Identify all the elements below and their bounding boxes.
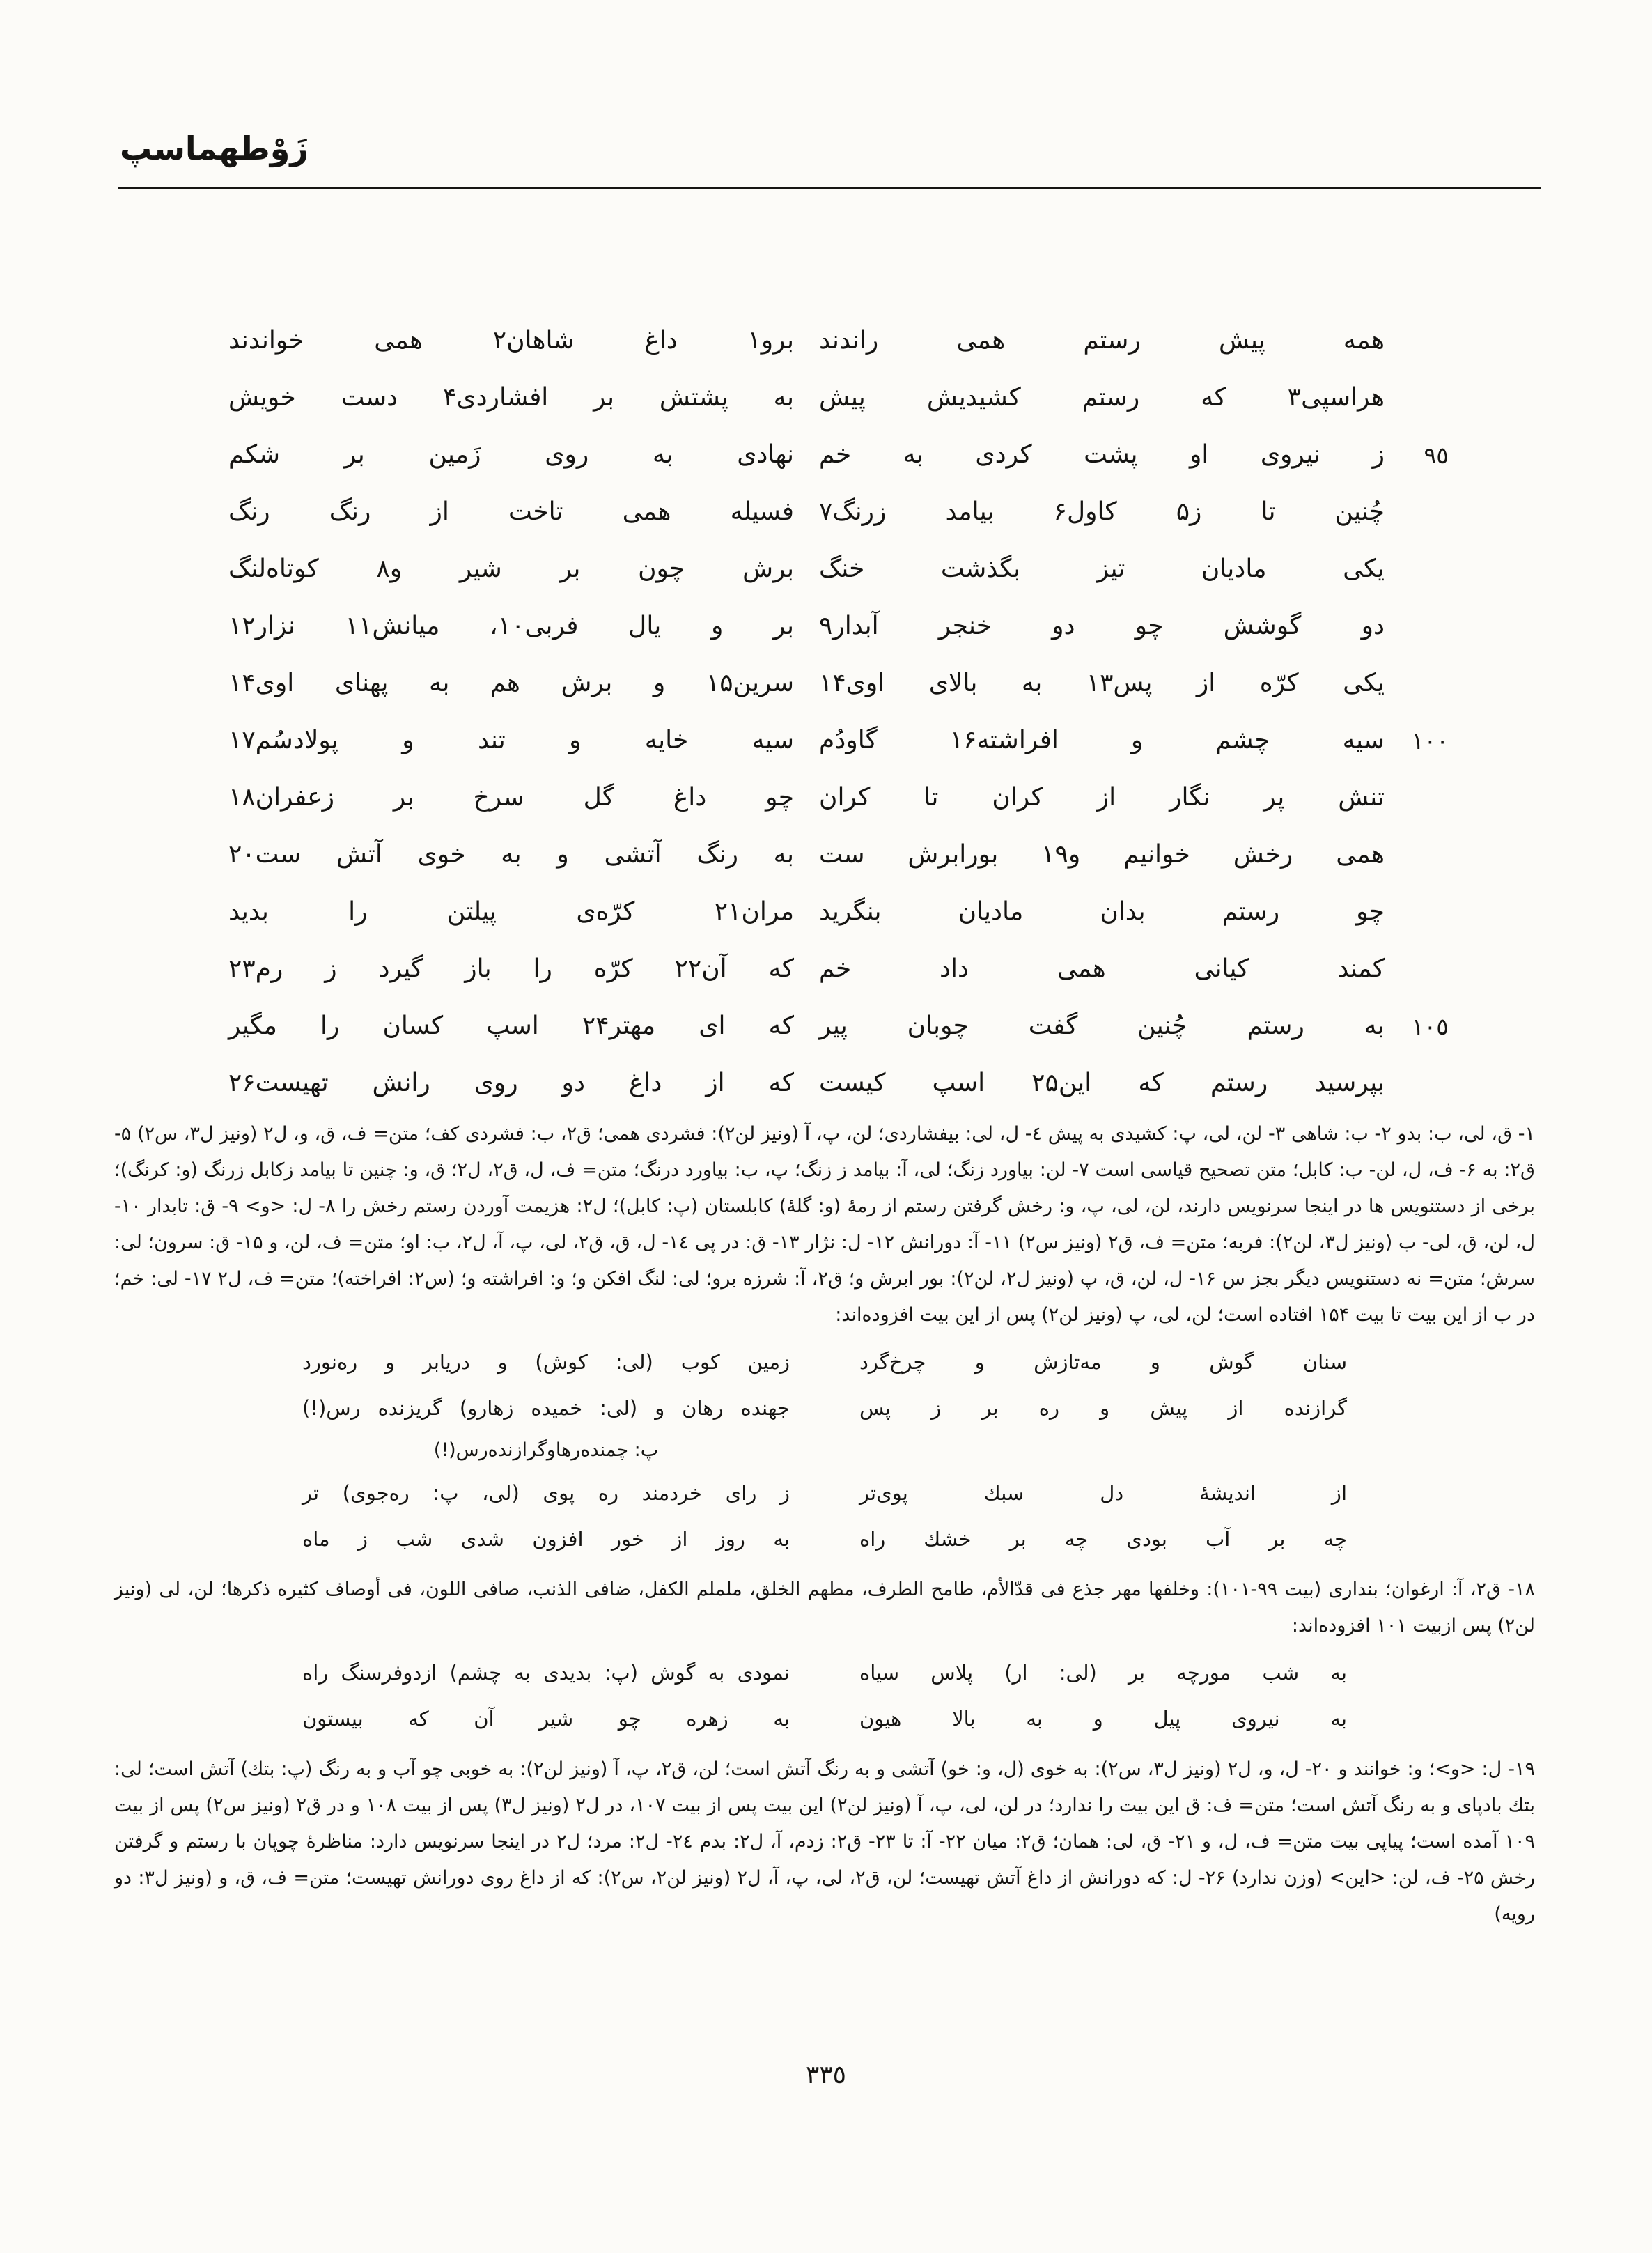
inserted-verse-row — [302, 1650, 1347, 1696]
verse-number: ٩٥ — [1424, 441, 1449, 469]
verse-row — [223, 940, 1449, 998]
inserted-verses-1 — [302, 1339, 1347, 1562]
hemistich-second: ز رای خردمند ره پوی (لی، پ: ره‌جوی) تر — [302, 1481, 790, 1505]
hemistich-second: که از داغ دو روی رانش تهیست۲۶ — [228, 1069, 794, 1097]
hemistich-second: جهنده رهان و (لی: خمیده زهارو) گریزنده رس(!) — [302, 1396, 790, 1420]
hemistich-second: به پشتش بر افشاردی۴ دست خویش — [228, 383, 794, 412]
hemistich-first: به شب مورچه بر (لی: ار) پلاس سیاه — [859, 1661, 1347, 1685]
hemistich-second: نمودی به گوش (پ: بدیدی به چشم) ازدوفرسنگ راه — [302, 1661, 790, 1685]
hemistich-first: از اندیشهٔ دل سبك پوی‌تر — [859, 1481, 1347, 1505]
inserted-verse-row — [302, 1385, 1347, 1431]
hemistich-first: چُنین تا ز۵ کاول۶ بیامد زرنگ۷ — [819, 497, 1385, 526]
spacer — [859, 1431, 1347, 1470]
hemistich-first: هراسپی۳ که رستم کشیدیش پیش — [819, 383, 1385, 412]
apparatus-paragraph-2: ۱۸- ق۲، آ: ارغوان؛ بنداری (بیت ۹۹-۱۰۱): وخلفها مهر جذع فی قدّالأم، طامح الطرف، مطهم الخلق، ململم الکفل، ضافی الذنب، صافی اللون، فی أوصاف کثیره ذکرها؛ لن، لی (ونیز لن۲) پس ازبیت ۱۰۱ افزوده‌اند: — [114, 1579, 1536, 1636]
hemistich-first: چو رستم بدان مادیان بنگرید — [819, 897, 1385, 926]
verse-row — [223, 1055, 1449, 1112]
hemistich-first: به نیروی پیل و به بالا هیون — [859, 1707, 1347, 1731]
inserted-verses-2 — [302, 1650, 1347, 1742]
inserted-verse-note-row — [302, 1431, 1347, 1470]
verse-row — [223, 312, 1449, 369]
hemistich-first: ز نیروی او پشت کردی به خم — [819, 440, 1385, 469]
hemistich-first: یکی کرّه از پس۱۳ به بالای اوی۱۴ — [819, 669, 1385, 697]
hemistich-second: سیه خایه و تند و پولادسُم۱۷ — [228, 726, 794, 754]
poem-section — [223, 312, 1449, 1112]
hemistich-first: کمند کیانی همی داد خم — [819, 954, 1385, 983]
verse-row — [223, 655, 1449, 712]
hemistich-second: برو۱ داغ شاهان۲ همی خواندند — [228, 326, 794, 355]
page-number: ٣٣٥ — [805, 2061, 846, 2089]
verse-row — [223, 883, 1449, 940]
hemistich-second: به رنگ آتشی و به خوی آتش ست۲۰ — [228, 840, 794, 869]
hemistich-first: همی رخش خوانیم و۱۹ بورابرش ست — [819, 840, 1385, 869]
verse-row — [223, 826, 1449, 883]
header-rule — [118, 187, 1541, 189]
hemistich-first: سیه چشم و افراشته۱۶ گاودُم — [819, 726, 1385, 754]
apparatus-paragraph-3: ۱۹- ل: <و>؛ و: خوانند و ۲۰- ل، و، ل۲ (ونیز ل۳، س۲): به خوی (ل، و: خو) آتشی و به رنگ آتش است؛ لن، ق۲، پ، آ (ونیز لن۲): به خوبی چو آب و به رنگ (پ: بتك) آتش است؛ لی: بتك بادپای و به رنگ آتش است؛ متن= ف: ق این بیت را ندارد؛ در لن، لی، پ، آ (ونیز لن۲) این بیت پس از بیت ۱۰۷، در ل۲ (ونیز ل۳) پس از بیت ۱۰۸ و در ق۲ (ونیز س۲) پس از بیت ۱۰۹ آمده است؛ پیاپی بیت متن= ف، ل، و ۲۱- ق، لی: همان؛ ق۲: میان ۲۲- آ: تا ۲۳- ق۲: زدم، آ، ل۲: بدم ۲٤- ل۲: مرد؛ ل۲ در اینجا سرنویس دارد: مناظرهٔ چوپان با رستم و گرفتن رخش ۲۵- ف، لن: <این> (وزن ندارد) ۲۶- ل: که دورانش از داغ آتش تهیست؛ لن، ق۲، لی، پ، آ، ل۲ (ونیز لن۲، س۲): که از داغ روی دورانش تهیست؛ متن= ف، ق، و (ونیز ل۳: دو رویه) — [114, 1758, 1536, 1925]
hemistich-first: همه پیش رستم همی راندند — [819, 326, 1385, 355]
hemistich-first: بپرسید رستم که این۲۵ اسپ کیست — [819, 1069, 1385, 1097]
hemistich-first: سنان گوش و مه‌تازش و چرخ‌گرد — [859, 1350, 1347, 1374]
verse-row — [223, 598, 1449, 655]
hemistich-second: که آن۲۲ کرّه را باز گیرد ز رم۲۳ — [228, 954, 794, 983]
hemistich-first: دو گوشش چو دو خنجر آبدار۹ — [819, 612, 1385, 640]
hemistich-second: فسیله همی تاخت از رنگ رنگ — [228, 497, 794, 526]
hemistich-second: که ای مهتر۲۴ اسپ کسان را مگیر — [228, 1012, 794, 1040]
hemistich-second: نهادی به روی زَمین بر شکم — [228, 440, 794, 469]
hemistich-first: یکی مادیان تیز بگذشت خنگ — [819, 555, 1385, 583]
hemistich-first: تنش پر نگار از کران تا کران — [819, 783, 1385, 812]
verse-row — [223, 712, 1449, 769]
hemistich-second: سرین۱۵ و برش هم به پهنای اوی۱۴ — [228, 669, 794, 697]
hemistich-first: به رستم چُنین گفت چوبان پیر — [819, 1012, 1385, 1040]
hemistich-second: زمین کوب (لی: کوش) و دریابر و ره‌نورد — [302, 1350, 790, 1374]
hemistich-second: برش چون بر شیر و۸ کوتاه‌لنگ — [228, 555, 794, 583]
running-title: زَوْطهماسپ — [120, 130, 309, 167]
hemistich-second: به روز از خور افزون شدی شب ز ماه — [302, 1527, 790, 1551]
critical-apparatus — [114, 1116, 1535, 1938]
verse-row — [223, 541, 1449, 598]
verse-row — [223, 426, 1449, 483]
hemistich-second: بر و یال فربی۱۰، میانش۱۱ نزار۱۲ — [228, 612, 794, 640]
variant-note: پ: چمنده‌رهاوگرازنده‌رس(!) — [433, 1439, 659, 1461]
verse-number: ١٠٥ — [1411, 1012, 1449, 1040]
apparatus-paragraph-1: ۱- ق، لی، ب: بدو ۲- ب: شاهی ۳- لن، لی، پ: کشیدی به پیش ٤- ل، لی: بیفشاردی؛ لن، پ، آ (ونیز لن۲): فشردی همی؛ ق۲، ب: فشردی کف؛ متن= ف، ق، و، ل۲ (ونیز ل۳، س۲) ۵- ق۲: به ۶- ف، ل، لن- ب: کابل؛ متن تصحیح قیاسی است ۷- لن: بیاورد زنگ؛ لی، آ: بیامد ز زنگ؛ پ، ب: بیاورد درنگ؛ متن= ف، ل، ق۲، ل۲؛ ق، و: چنین تا بیامد زکابل زرنگ (و: کرنگ)؛ برخی از دستنویس ها در اینجا سرنویس دارند، لن، لی، پ، و: رخش گرفتن رستم از رمهٔ (و: گلهٔ) کابلستان (پ: کابل)؛ ل۲: هزیمت آوردن رستم رخش را ۸- ل: <و> ۹- ق: تابدار ۱۰- ل، لن، ق، لی- ب (ونیز ل۳، لن۲): فربه؛ متن= ف، ق۲ (ونیز س۲) ۱۱- آ: دورانش ۱۲- ل: نژار ۱۳- ق: در پی ۱٤- ل، ق، ق۲، لی، پ، آ، ل۲، ب: او؛ متن= ف، لن، و ۱۵- ق: سرون؛ لی: سرش؛ متن= نه دستنویس دیگر بجز س ۱۶- ل، لن، ق، پ (ونیز ل۲، لن۲): بور ابرش و؛ ق۲، آ: شرزه برو؛ لی: لنگ افکن و؛ و: افراشته و؛ (س۲: افراخته)؛ متن= ف، ل۲ ۱۷- لی: خم؛ در ب از این بیت تا بیت ۱۵۴ افتاده است؛ لن، لی، پ (ونیز لن۲) پس از این بیت افزوده‌اند: — [114, 1123, 1536, 1326]
verse-row — [223, 369, 1449, 426]
inserted-verse-row — [302, 1470, 1347, 1516]
hemistich-first: چه بر آب بودی چه بر خشك راه — [859, 1527, 1347, 1551]
hemistich-first: گرازنده از پیش و ره بر ز پس — [859, 1396, 1347, 1420]
verse-row — [223, 998, 1449, 1055]
hemistich-second: چو داغ گل سرخ بر زعفران۱۸ — [228, 783, 794, 812]
inserted-verse-row — [302, 1696, 1347, 1742]
hemistich-second: مران۲۱ کرّه‌ی پیلتن را بدید — [228, 897, 794, 926]
inserted-verse-row — [302, 1516, 1347, 1562]
verse-number: ١٠٠ — [1411, 727, 1449, 754]
verse-row — [223, 483, 1449, 541]
inserted-verse-row — [302, 1339, 1347, 1385]
hemistich-second: به زهره چو شیر آن که بیستون — [302, 1707, 790, 1731]
verse-row — [223, 769, 1449, 826]
